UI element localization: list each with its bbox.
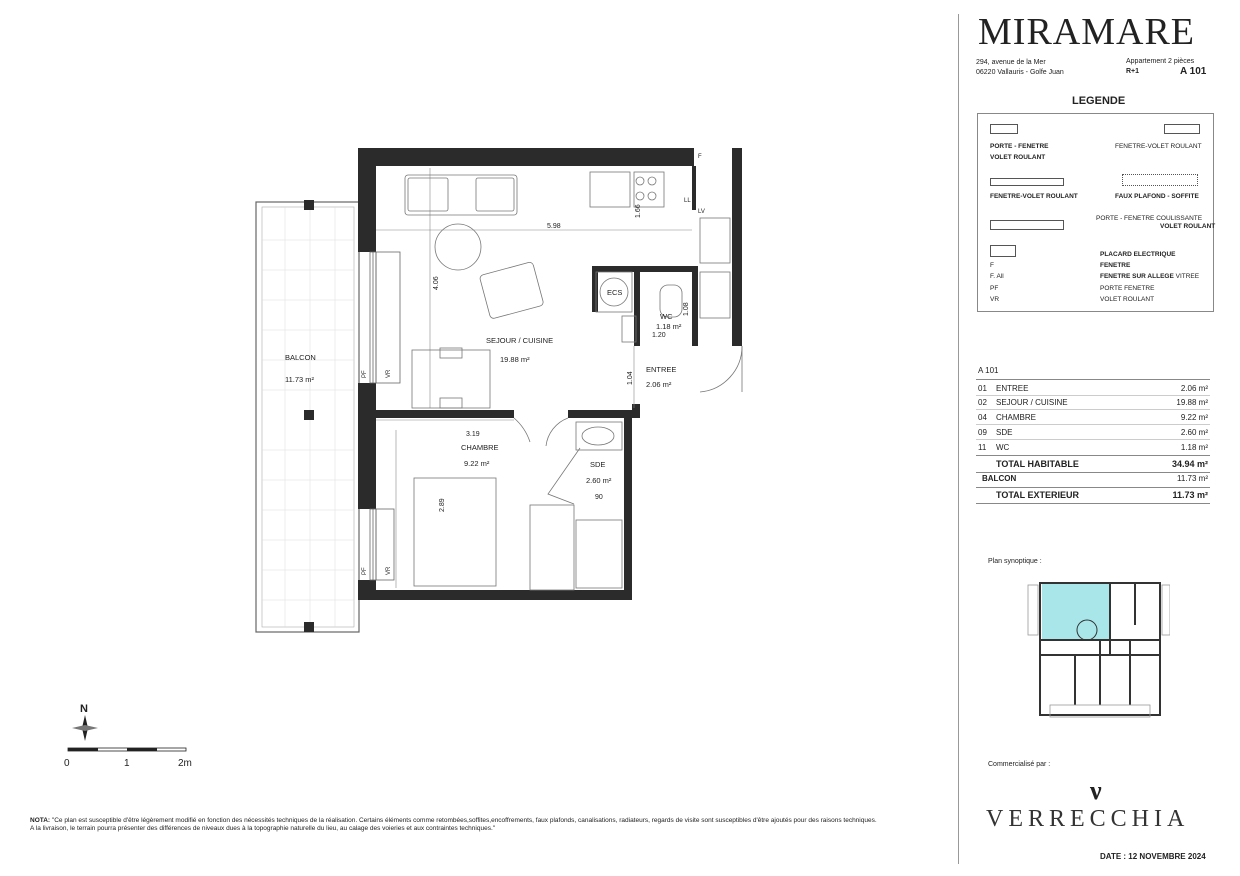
room-code: 09 [978,428,987,437]
balcony [256,200,359,632]
balcon-value: 11.73 m² [1177,474,1208,483]
apartment-type: Appartement 2 pièces [1126,58,1195,65]
wc-area: 1.18 m² [656,322,682,331]
legend-abbr-f-val: FENETRE [1100,262,1131,269]
dim-90: 90 [595,494,603,501]
legend-faux-plafond: FAUX PLAFOND - SOFFITE [1115,193,1199,200]
legend-box [977,113,1214,312]
marketed-by-label: Commercialisé par : [988,761,1051,768]
synoptic-label: Plan synoptique : [988,558,1042,565]
legend-placard: PLACARD ELECTRIQUE [1100,251,1176,258]
document-date: DATE : 12 NOVEMBRE 2024 [1100,852,1206,861]
entree-label: ENTREE [646,365,677,374]
legend-pfc-1: PORTE - FENETRE COULISSANTE [1096,215,1203,222]
lv-marker: LV [698,209,705,215]
address-line1: 294, avenue de la Mer [976,59,1046,66]
vr-marker-2: VR [386,566,392,575]
legend-abbr-fall: F. All [990,273,1004,280]
total-exterieur-row [976,490,1210,504]
legend-abbr-vr: VR [990,296,1000,303]
address [976,58,1064,78]
pf-marker-2: PF [362,567,368,575]
chambre-label: CHAMBRE [461,443,499,452]
legend-abbr-fall-val [1100,273,1199,280]
interior-lines [376,168,692,588]
apartment-floor: R+1 [1126,68,1140,75]
legend-abbr-pf-val: PORTE FENETRE [1100,285,1155,292]
room-area: 19.88 m² [1176,398,1208,407]
total-habitable-value: 34.94 m² [1171,459,1208,469]
total-exterieur-label: TOTAL EXTERIEUR [996,490,1080,500]
legend-pf-1: PORTE - FENETRE [990,143,1049,150]
total-habitable-label: TOTAL HABITABLE [996,459,1079,469]
balcon-row [976,474,1210,488]
compass [72,703,98,741]
dim-104: 1.04 [627,371,634,385]
dim-166: 1.66 [635,204,642,218]
dim-120: 1.20 [652,332,666,339]
note [30,817,910,833]
table-header [976,366,1210,380]
legend-pf-2: VOLET ROULANT [990,154,1046,161]
dim-598: 5.98 [547,223,561,230]
note-label: NOTA: [30,817,51,824]
dim-108: 1.08 [683,302,690,316]
legend-abbr-vr-val: VOLET ROULANT [1100,296,1155,303]
legend-pfc-2: VOLET ROULANT [1160,223,1216,230]
wc-label: WC [660,312,673,321]
room-name: ENTREE [996,384,1029,393]
compass-north: N [80,703,88,715]
room-name: SDE [996,428,1013,437]
sejour-area: 19.88 m² [500,355,530,364]
scale-0: 0 [64,758,70,769]
brand-name: VERRECCHIA [986,806,1190,832]
fenetre-vr-symbol-icon [1164,124,1200,134]
table-apartment: A 101 [978,366,999,375]
sejour-label: SEJOUR / CUISINE [486,336,554,345]
dim-406: 4.06 [433,276,440,290]
room-area: 2.60 m² [1180,428,1208,437]
porte-fenetre-symbol-icon [990,124,1018,134]
note-line2: A la livraison, le terrain pourra présenter des différences de niveaux dues à la topographie naturelle du lieu, au calage des voieries et aux contraintes techniques." [30,825,496,832]
room-code: 02 [978,398,987,407]
apartment-number: A 101 [1180,66,1207,77]
legend-fvr-1: FENETRE-VOLET ROULANT [1115,143,1202,150]
room-code: 11 [978,443,987,452]
vr-marker: VR [386,369,392,378]
legend-fall-rest: VITREE [1175,273,1200,280]
pf-marker: PF [362,370,368,378]
room-area: 1.18 m² [1180,443,1208,452]
room-code: 04 [978,413,987,422]
f-marker: F [698,154,702,160]
address-line2: 06220 Vallauris - Golfe Juan [976,69,1064,76]
placard-electrique-symbol-icon [990,245,1016,257]
walls [358,148,742,600]
room-name: SEJOUR / CUISINE [996,398,1068,407]
legend-fvr-2: FENETRE-VOLET ROULANT [990,193,1078,200]
sde-label: SDE [590,460,606,469]
entree-area: 2.06 m² [646,380,672,389]
room-code: 01 [978,384,987,393]
sde-area: 2.60 m² [586,476,612,485]
total-exterieur-value: 11.73 m² [1172,490,1208,500]
faux-plafond-symbol-icon [1122,174,1198,186]
room-name: CHAMBRE [996,413,1037,422]
synoptic-plan [1020,575,1170,725]
total-habitable-row [976,459,1210,473]
scale-1: 1 [124,758,130,769]
scale-bar [64,748,192,769]
brand-logo-icon: ν [1090,776,1102,805]
furniture [405,172,742,590]
porte-fenetre-coulissante-symbol-icon [990,220,1064,230]
fenetre-vr-long-symbol-icon [990,178,1064,186]
project-title: MIRAMARE [978,11,1196,53]
dim-319: 3.19 [466,431,480,438]
legend-title: LEGENDE [1072,95,1126,107]
ecs-label: ECS [607,288,623,297]
balcon-area: 11.73 m² [285,375,315,384]
legend-abbr-pf: PF [990,285,999,292]
room-name: WC [996,443,1010,452]
balcon-label: BALCON [285,353,316,362]
chambre-area: 9.22 m² [464,459,490,468]
balcon-label: BALCON [982,474,1017,483]
legend-fall-bold: FENETRE SUR ALLEGE [1100,273,1174,280]
room-area: 2.06 m² [1180,384,1208,393]
scale-2m: 2m [178,758,192,769]
legend-abbr-f: F [990,262,994,269]
room-area: 9.22 m² [1180,413,1208,422]
dim-289: 2.89 [439,498,446,512]
ll-marker: LL [684,198,691,204]
note-line1: "Ce plan est susceptible d'être légèrement modifié en fonction des nécessités techniques de la réalisation. Certains éléments comme retombées,soffites,encoffrements, faux plafonds, canalisations, radiateurs, regards de visite sont susceptibles d'être ajoutés pour des raisons techniques. [50,817,877,824]
